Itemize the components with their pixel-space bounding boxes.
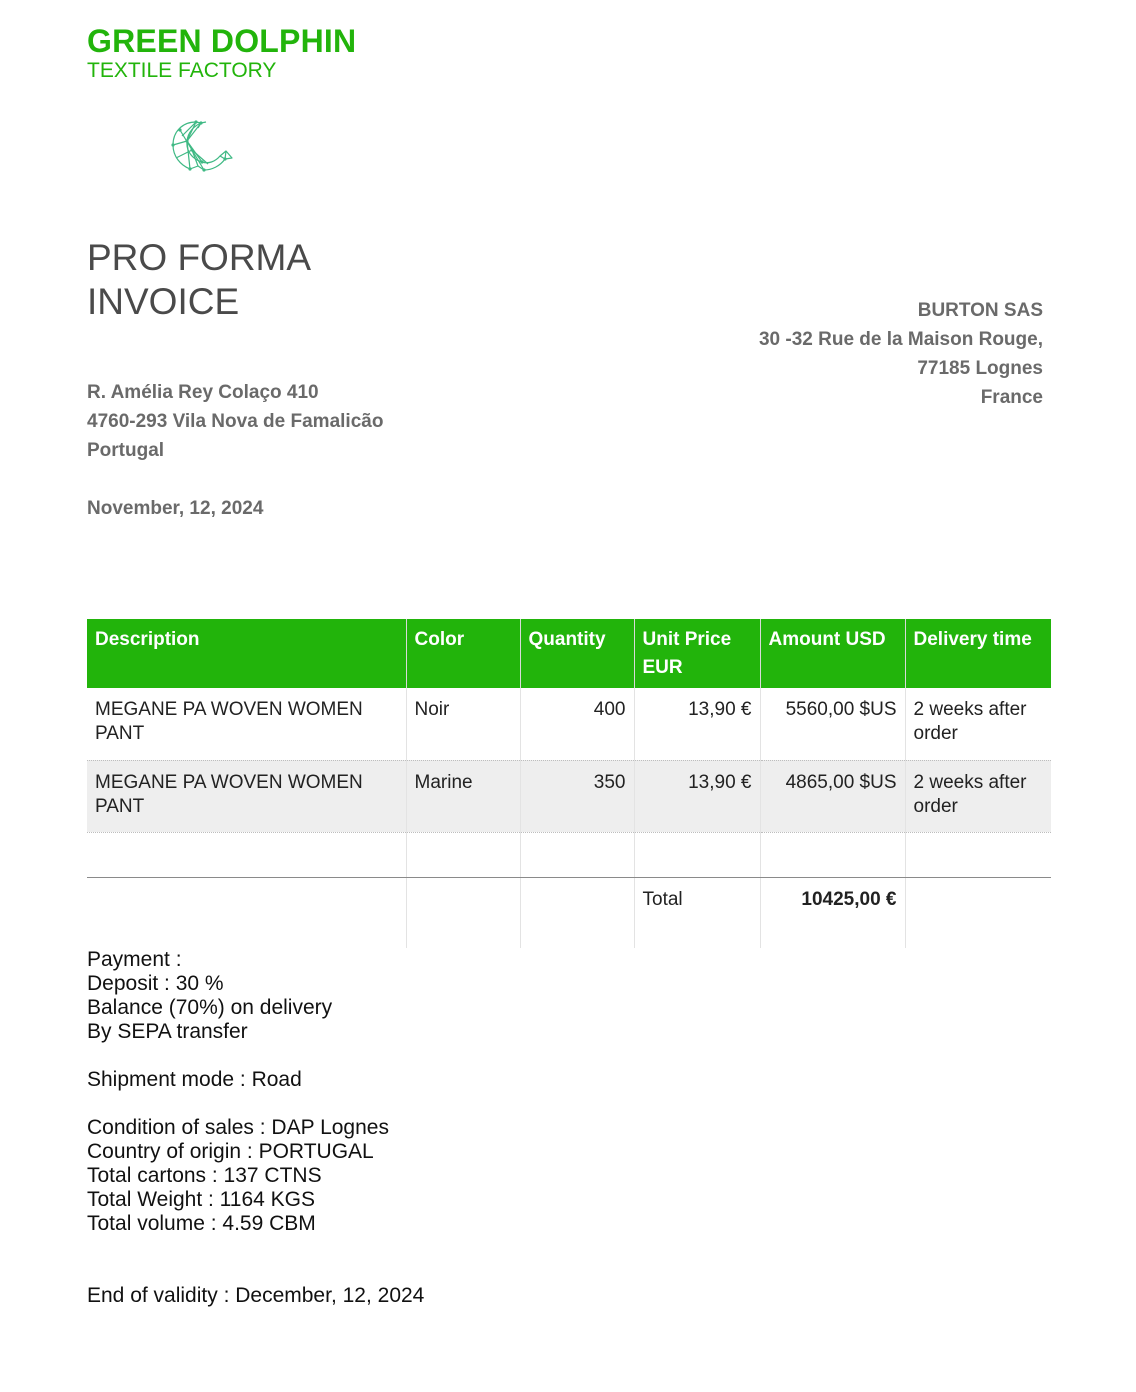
cell-quantity: 400 bbox=[520, 688, 634, 760]
table-empty-row bbox=[87, 832, 1051, 877]
company-name: GREEN DOLPHIN bbox=[87, 23, 357, 59]
payment-transfer: By SEPA transfer bbox=[87, 1020, 248, 1043]
cell-color: Marine bbox=[406, 760, 520, 832]
invoice-date: November, 12, 2024 bbox=[87, 498, 264, 519]
cell-delivery-time: 2 weeks after order bbox=[905, 760, 1051, 832]
column-header-quantity: Quantity bbox=[520, 619, 634, 688]
payment-balance: Balance (70%) on delivery bbox=[87, 996, 333, 1019]
column-header-description: Description bbox=[87, 619, 406, 688]
column-header-delivery-time: Delivery time bbox=[905, 619, 1051, 688]
cell-unit-price: 13,90 € bbox=[634, 760, 760, 832]
cell-amount: 5560,00 $US bbox=[760, 688, 905, 760]
payment-deposit: Deposit : 30 % bbox=[87, 972, 224, 995]
table-row bbox=[87, 760, 1051, 832]
total-weight: Total Weight : 1164 KGS bbox=[87, 1188, 316, 1211]
cell-description: MEGANE PA WOVEN WOMEN PANT bbox=[87, 688, 406, 760]
sender-street: R. Amélia Rey Colaço 410 bbox=[87, 382, 319, 403]
invoice-notes bbox=[87, 948, 424, 1308]
recipient-street: 30 -32 Rue de la Maison Rouge, bbox=[758, 329, 1043, 350]
country-of-origin: Country of origin : PORTUGAL bbox=[87, 1140, 374, 1163]
sender-country: Portugal bbox=[87, 440, 165, 461]
table-header-row bbox=[87, 619, 1051, 688]
recipient-name: BURTON SAS bbox=[917, 300, 1043, 321]
document-title-line2: INVOICE bbox=[87, 281, 240, 322]
condition-of-sales: Condition of sales : DAP Lognes bbox=[87, 1116, 389, 1139]
sender-city: 4760-293 Vila Nova de Famalicão bbox=[87, 411, 384, 432]
total-label: Total bbox=[634, 877, 760, 948]
cell-amount: 4865,00 $US bbox=[760, 760, 905, 832]
cell-delivery-time: 2 weeks after order bbox=[905, 688, 1051, 760]
end-of-validity: End of validity : December, 12, 2024 bbox=[87, 1284, 425, 1307]
cell-quantity: 350 bbox=[520, 760, 634, 832]
recipient-address bbox=[759, 296, 1043, 412]
shipment-mode: Shipment mode : Road bbox=[87, 1068, 302, 1091]
document-title bbox=[87, 236, 311, 324]
column-header-unit-price: Unit Price EUR bbox=[634, 619, 760, 688]
company-subtitle: TEXTILE FACTORY bbox=[87, 59, 277, 82]
dolphin-logo-icon bbox=[168, 118, 238, 176]
total-cartons: Total cartons : 137 CTNS bbox=[87, 1164, 322, 1187]
table-row bbox=[87, 688, 1051, 760]
cell-color: Noir bbox=[406, 688, 520, 760]
recipient-country: France bbox=[980, 387, 1043, 408]
cell-description: MEGANE PA WOVEN WOMEN PANT bbox=[87, 760, 406, 832]
sender-address bbox=[87, 378, 383, 465]
column-header-color: Color bbox=[406, 619, 520, 688]
recipient-city: 77185 Lognes bbox=[917, 358, 1043, 379]
cell-unit-price: 13,90 € bbox=[634, 688, 760, 760]
payment-heading: Payment : bbox=[87, 948, 182, 971]
invoice-table bbox=[87, 619, 1051, 948]
table-total-row bbox=[87, 877, 1051, 948]
total-value: 10425,00 € bbox=[760, 877, 905, 948]
total-volume: Total volume : 4.59 CBM bbox=[87, 1212, 316, 1235]
column-header-amount: Amount USD bbox=[760, 619, 905, 688]
document-title-line1: PRO FORMA bbox=[87, 237, 312, 278]
